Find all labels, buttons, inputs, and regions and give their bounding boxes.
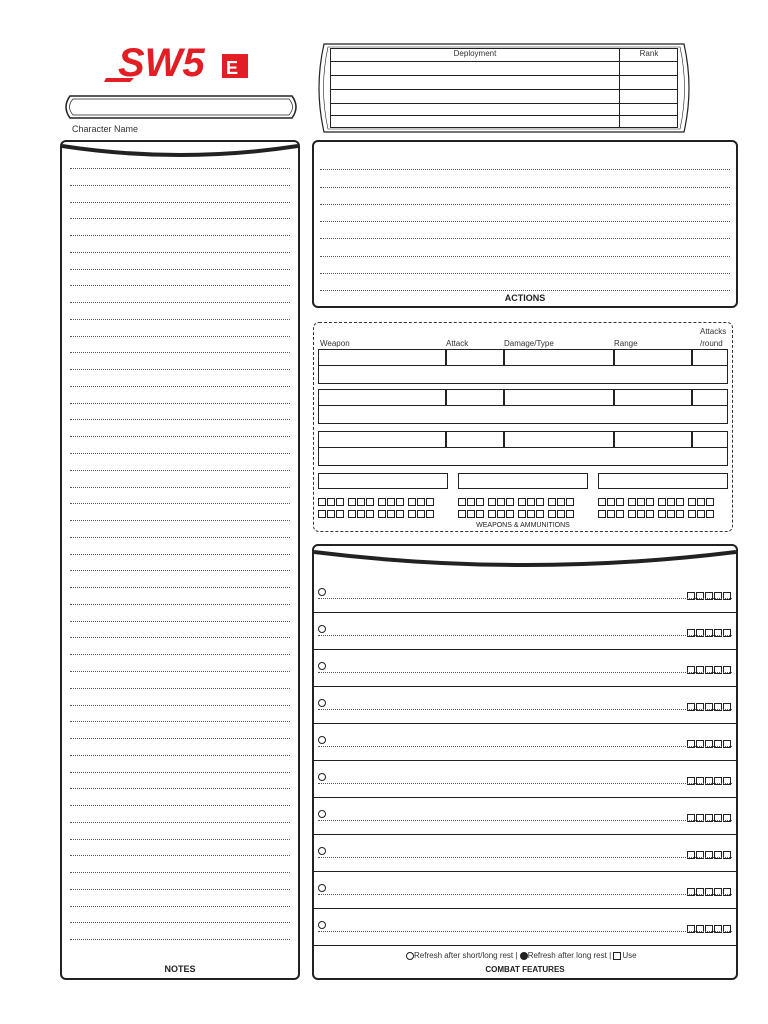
combat-feature-line[interactable] (318, 672, 732, 673)
attack-col-header: Attack (446, 339, 469, 348)
notes-line[interactable] (70, 436, 290, 437)
ammo-checkbox[interactable] (378, 510, 386, 518)
ammo-checkbox[interactable] (616, 510, 624, 518)
ammo-checkbox[interactable] (536, 510, 544, 518)
ammo-checkbox[interactable] (426, 510, 434, 518)
ammo-checkbox[interactable] (458, 510, 466, 518)
weapon-cell[interactable] (614, 431, 692, 448)
ammo-checkbox[interactable] (497, 510, 505, 518)
notes-line[interactable] (70, 922, 290, 923)
notes-line[interactable] (70, 352, 290, 353)
ammo-name-box[interactable] (598, 473, 728, 489)
notes-line[interactable] (70, 788, 290, 789)
deployment-header: Deployment (453, 49, 497, 58)
ammo-checkbox[interactable] (348, 510, 356, 518)
combat-legend (406, 951, 637, 960)
refresh-circle-icon[interactable] (318, 921, 326, 929)
ammo-checkbox[interactable] (557, 510, 565, 518)
ammo-name-box[interactable] (318, 473, 448, 489)
refresh-circle-icon[interactable] (318, 588, 326, 596)
ammo-checkbox[interactable] (646, 510, 654, 518)
use-square-icon (613, 952, 621, 960)
notes-line[interactable] (70, 419, 290, 420)
short-rest-circle-icon (406, 952, 414, 960)
notes-line[interactable] (70, 705, 290, 706)
notes-line[interactable] (70, 805, 290, 806)
ammo-checkbox[interactable] (566, 510, 574, 518)
weapons-panel (313, 322, 733, 532)
weapon-cell[interactable] (318, 389, 446, 406)
ammo-checkbox[interactable] (527, 510, 535, 518)
ammo-checkbox[interactable] (667, 510, 675, 518)
combat-feature-divider (314, 945, 736, 946)
ammo-checkbox[interactable] (318, 510, 326, 518)
combat-feature-divider (314, 871, 736, 872)
long-rest-dot-icon (520, 952, 528, 960)
notes-line[interactable] (70, 319, 290, 320)
action-line[interactable] (320, 204, 730, 205)
character-name-field[interactable] (62, 92, 300, 122)
damage-col-header: Damage/Type (504, 339, 554, 348)
refresh-circle-icon[interactable] (318, 773, 326, 781)
action-line[interactable] (320, 187, 730, 188)
notes-line[interactable] (70, 554, 290, 555)
weapons-title: WEAPONS & AMMUNITIONS (476, 522, 570, 529)
actions-title: ACTIONS (504, 293, 546, 303)
weapon-notes-cell[interactable] (318, 365, 728, 384)
weapon-cell[interactable] (614, 349, 692, 366)
notes-line[interactable] (70, 202, 290, 203)
ammo-checkbox[interactable] (327, 510, 335, 518)
ammo-checkbox[interactable] (518, 510, 526, 518)
notes-line[interactable] (70, 235, 290, 236)
combat-feature-line[interactable] (318, 635, 732, 636)
rank-header: Rank (639, 49, 659, 58)
notes-line[interactable] (70, 453, 290, 454)
ammo-checkbox[interactable] (658, 510, 666, 518)
refresh-circle-icon[interactable] (318, 662, 326, 670)
deployment-rank-table (314, 42, 694, 134)
notes-line[interactable] (70, 487, 290, 488)
combat-feature-line[interactable] (318, 820, 732, 821)
logo-graphic (104, 36, 254, 86)
notes-title: NOTES (164, 964, 196, 974)
actions-lines[interactable] (320, 152, 730, 290)
combat-feature-divider (314, 649, 736, 650)
notes-line[interactable] (70, 671, 290, 672)
weapon-cell[interactable] (504, 431, 614, 448)
attacks-round-col-header: /round (700, 339, 723, 348)
weapon-cell[interactable] (318, 349, 446, 366)
weapon-cell[interactable] (446, 431, 504, 448)
sw5e-logo (104, 36, 254, 86)
combat-feature-line[interactable] (318, 894, 732, 895)
ammo-checkbox[interactable] (548, 510, 556, 518)
character-name-label: Character Name (72, 124, 139, 134)
notes-line[interactable] (70, 336, 290, 337)
notes-line[interactable] (70, 721, 290, 722)
notes-line[interactable] (70, 470, 290, 471)
ammo-name-box[interactable] (458, 473, 588, 489)
notes-panel (60, 140, 300, 980)
combat-feature-line[interactable] (318, 783, 732, 784)
notes-line[interactable] (70, 252, 290, 253)
ammo-checkbox[interactable] (336, 510, 344, 518)
ammo-checkbox[interactable] (706, 510, 714, 518)
ammo-checkbox[interactable] (396, 510, 404, 518)
combat-feature-line[interactable] (318, 598, 732, 599)
notes-line[interactable] (70, 302, 290, 303)
weapon-cell[interactable] (692, 389, 728, 406)
weapon-cell[interactable] (504, 349, 614, 366)
weapon-notes-cell[interactable] (318, 447, 728, 466)
attacks-col-header: Attacks (700, 327, 727, 336)
ammo-checkbox[interactable] (697, 510, 705, 518)
combat-feature-divider (314, 797, 736, 798)
combat-feature-divider (314, 612, 736, 613)
legend-short: Refresh after short/long rest | (414, 951, 518, 960)
refresh-circle-icon[interactable] (318, 736, 326, 744)
range-col-header: Range (614, 339, 638, 348)
refresh-circle-icon[interactable] (318, 810, 326, 818)
combat-feature-divider (314, 723, 736, 724)
weapon-notes-cell[interactable] (318, 405, 728, 424)
notes-line[interactable] (70, 503, 290, 504)
notes-line[interactable] (70, 369, 290, 370)
notes-line[interactable] (70, 738, 290, 739)
notes-line[interactable] (70, 855, 290, 856)
ammo-checkbox[interactable] (476, 510, 484, 518)
combat-feature-divider (314, 908, 736, 909)
weapon-cell[interactable] (614, 389, 692, 406)
ammo-checkbox[interactable] (357, 510, 365, 518)
notes-line[interactable] (70, 654, 290, 655)
notes-line[interactable] (70, 872, 290, 873)
notes-line[interactable] (70, 168, 290, 169)
ammo-checkbox[interactable] (408, 510, 416, 518)
combat-features-panel (312, 544, 738, 980)
ammo-checkbox[interactable] (598, 510, 606, 518)
refresh-circle-icon[interactable] (318, 699, 326, 707)
notes-line[interactable] (70, 403, 290, 404)
notes-line[interactable] (70, 604, 290, 605)
weapon-cell[interactable] (446, 389, 504, 406)
combat-feature-line[interactable] (318, 746, 732, 747)
action-line[interactable] (320, 221, 730, 222)
notes-line[interactable] (70, 621, 290, 622)
ammo-checkbox[interactable] (637, 510, 645, 518)
refresh-circle-icon[interactable] (318, 847, 326, 855)
weapon-cell[interactable] (318, 431, 446, 448)
combat-feature-divider (314, 686, 736, 687)
ammo-checkbox[interactable] (467, 510, 475, 518)
ammo-checkbox[interactable] (676, 510, 684, 518)
action-line[interactable] (320, 256, 730, 257)
notes-line[interactable] (70, 637, 290, 638)
notes-line[interactable] (70, 822, 290, 823)
action-line[interactable] (320, 290, 730, 291)
logo-suffix: E (226, 58, 239, 78)
ammo-checkbox[interactable] (506, 510, 514, 518)
ammo-checkbox[interactable] (417, 510, 425, 518)
notes-line[interactable] (70, 185, 290, 186)
notes-lines[interactable] (70, 168, 290, 956)
logo-text: SW5 (118, 41, 205, 85)
notes-line[interactable] (70, 906, 290, 907)
weapon-cell[interactable] (504, 389, 614, 406)
combat-feature-divider (314, 834, 736, 835)
notes-line[interactable] (70, 939, 290, 940)
action-line[interactable] (320, 169, 730, 170)
legend-long: Refresh after long rest | (527, 951, 612, 960)
combat-feature-line[interactable] (318, 709, 732, 710)
legend-use: Use (622, 951, 637, 960)
weapon-cell[interactable] (692, 349, 728, 366)
ammo-checkbox[interactable] (688, 510, 696, 518)
notes-line[interactable] (70, 889, 290, 890)
notes-line[interactable] (70, 520, 290, 521)
ammo-checkbox[interactable] (488, 510, 496, 518)
refresh-circle-icon[interactable] (318, 884, 326, 892)
combat-feature-line[interactable] (318, 931, 732, 932)
weapon-cell[interactable] (446, 349, 504, 366)
notes-line[interactable] (70, 269, 290, 270)
combat-feature-divider (314, 760, 736, 761)
ammo-checkbox[interactable] (607, 510, 615, 518)
ammo-checkbox[interactable] (628, 510, 636, 518)
ammo-checkbox[interactable] (366, 510, 374, 518)
combat-feature-line[interactable] (318, 857, 732, 858)
ammo-checkbox[interactable] (387, 510, 395, 518)
notes-line[interactable] (70, 570, 290, 571)
weapon-col-header: Weapon (320, 339, 350, 348)
notes-line[interactable] (70, 218, 290, 219)
notes-line[interactable] (70, 285, 290, 286)
refresh-circle-icon[interactable] (318, 625, 326, 633)
notes-line[interactable] (70, 587, 290, 588)
weapon-cell[interactable] (692, 431, 728, 448)
notes-line[interactable] (70, 386, 290, 387)
notes-line[interactable] (70, 772, 290, 773)
notes-line[interactable] (70, 839, 290, 840)
notes-line[interactable] (70, 755, 290, 756)
actions-panel (312, 140, 738, 308)
notes-line[interactable] (70, 537, 290, 538)
action-line[interactable] (320, 238, 730, 239)
combat-title: COMBAT FEATURES (485, 965, 565, 974)
notes-line[interactable] (70, 688, 290, 689)
action-line[interactable] (320, 273, 730, 274)
